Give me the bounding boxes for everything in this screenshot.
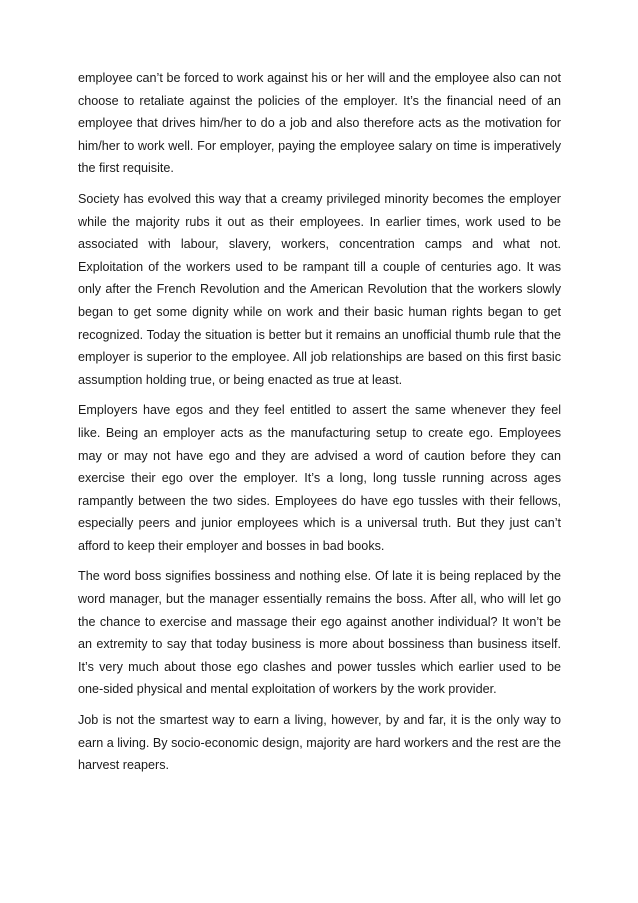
paragraph-word-boss: The word boss signifies bossiness and nothing else. Of late it is being replaced by the word manager, but the manager essentially remains the boss. After all, who will let go the chance to exercise and massage their ego against another individual? It won’t be an extremity to say that today business is more about bossiness than business itself. It’s very much about those ego clashes and power tussles which earlier used to be one-sided physical and mental exploitation of workers by the work provider. <box>78 569 561 697</box>
document-page <box>78 67 561 785</box>
paragraph-job-living: Job is not the smartest way to earn a living, however, by and far, it is the only way to earn a living. By socio-economic design, majority are hard workers and the rest are the harvest reapers. <box>78 713 561 773</box>
paragraph-employee-salary: employee can’t be forced to work against his or her will and the employee also can not choose to retaliate against the policies of the employer. It’s the financial need of an employee that drives him/her to do a job and also therefore acts as the motivation for him/her to work well. For employer, paying the employee salary on time is imperatively the first requisite. <box>78 71 561 176</box>
paragraph-employer-egos: Employers have egos and they feel entitled to assert the same whenever they feel like. Being an employer acts as the manufacturing setup to create ego. Employees may or may not have ego and they are advised a word of caution before they can exercise their ego over the employer. It’s a long, long tussle running across ages rampantly between the two sides. Employees do have ego tussles with their fellows, especially peers and junior employees which is a universal truth. But they just can’t afford to keep their employer and bosses in bad books. <box>78 403 561 553</box>
paragraph-society-evolution: Society has evolved this way that a creamy privileged minority becomes the employer while the majority rubs it out as their employees. In earlier times, work used to be associated with labour, slavery, workers, concentration camps and what not. Exploitation of the workers used to be rampant till a couple of centuries ago. It was only after the French Revolution and the American Revolution that the workers slowly began to get some dignity while on work and their basic human rights began to get recognized. Today the situation is better but it remains an unofficial thumb rule that the employer is superior to the employee. All job relationships are based on this first basic assumption holding true, or being enacted as true at least. <box>78 191 561 387</box>
